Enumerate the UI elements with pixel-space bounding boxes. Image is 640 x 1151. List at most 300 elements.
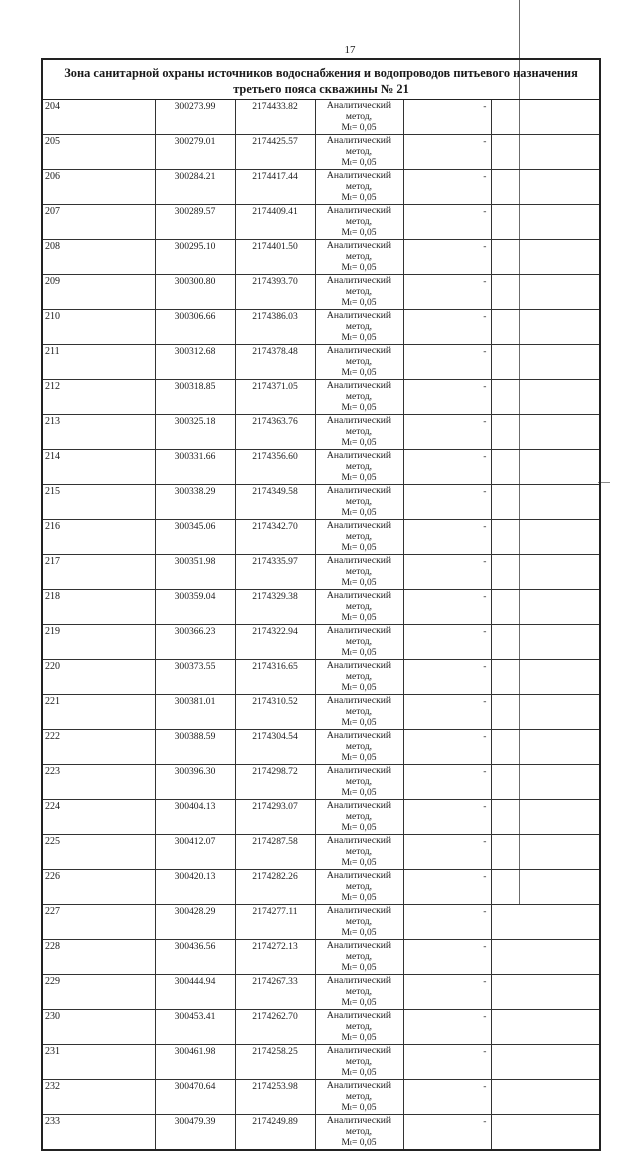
table-row (42, 870, 600, 905)
empty-cell (491, 835, 600, 870)
method-text: Аналитический метод, (326, 485, 392, 507)
value-cell: - (403, 940, 491, 975)
x-coordinate-cell: 300388.59 (155, 730, 235, 765)
y-coordinate-cell: 2174310.52 (235, 695, 315, 730)
point-number-cell: 229 (42, 975, 155, 1010)
point-number-cell: 216 (42, 520, 155, 555)
method-cell (315, 450, 403, 485)
precision-line: Mt= 0,05 (341, 507, 377, 518)
y-coordinate-cell: 2174401.50 (235, 240, 315, 275)
point-number-cell: 228 (42, 940, 155, 975)
y-coordinate-cell: 2174433.82 (235, 100, 315, 135)
precision-line: Mt= 0,05 (341, 857, 377, 868)
value-cell: - (403, 345, 491, 380)
method-text: Аналитический метод, (326, 1115, 392, 1137)
y-coordinate-cell: 2174282.26 (235, 870, 315, 905)
y-coordinate-cell: 2174378.48 (235, 345, 315, 380)
coordinates-table (41, 58, 601, 1151)
value-cell: - (403, 275, 491, 310)
point-number-cell: 212 (42, 380, 155, 415)
x-coordinate-cell: 300359.04 (155, 590, 235, 625)
precision-value: 0,05 (359, 962, 377, 973)
y-coordinate-cell: 2174349.58 (235, 485, 315, 520)
method-cell (315, 870, 403, 905)
method-cell (315, 275, 403, 310)
precision-value: 0,05 (359, 647, 377, 658)
value-cell: - (403, 765, 491, 800)
x-coordinate-cell: 300420.13 (155, 870, 235, 905)
empty-cell (491, 135, 600, 170)
table-row (42, 590, 600, 625)
method-text: Аналитический метод, (326, 135, 392, 157)
table-row (42, 660, 600, 695)
method-cell (315, 1080, 403, 1115)
x-coordinate-cell: 300461.98 (155, 1045, 235, 1080)
empty-cell (491, 170, 600, 205)
precision-value: 0,05 (359, 297, 377, 308)
method-text: Аналитический метод, (326, 520, 392, 542)
method-cell (315, 940, 403, 975)
y-coordinate-cell: 2174371.05 (235, 380, 315, 415)
method-cell (315, 695, 403, 730)
precision-line: Mt= 0,05 (341, 787, 377, 798)
point-number-cell: 204 (42, 100, 155, 135)
empty-cell (491, 590, 600, 625)
precision-value: 0,05 (359, 542, 377, 553)
value-cell: - (403, 625, 491, 660)
x-coordinate-cell: 300331.66 (155, 450, 235, 485)
precision-line: Mt= 0,05 (341, 962, 377, 973)
method-cell (315, 520, 403, 555)
empty-cell (491, 275, 600, 310)
value-cell: - (403, 590, 491, 625)
empty-cell (491, 485, 600, 520)
method-cell (315, 555, 403, 590)
value-cell: - (403, 555, 491, 590)
precision-line: Mt= 0,05 (341, 682, 377, 693)
empty-cell (491, 450, 600, 485)
method-cell (315, 800, 403, 835)
method-cell (315, 730, 403, 765)
precision-line: Mt= 0,05 (341, 892, 377, 903)
precision-line: Mt= 0,05 (341, 1067, 377, 1078)
x-coordinate-cell: 300312.68 (155, 345, 235, 380)
method-cell (315, 1010, 403, 1045)
precision-value: 0,05 (359, 892, 377, 903)
empty-cell (491, 870, 600, 905)
table-row (42, 275, 600, 310)
x-coordinate-cell: 300453.41 (155, 1010, 235, 1045)
x-coordinate-cell: 300284.21 (155, 170, 235, 205)
method-cell (315, 835, 403, 870)
method-text: Аналитический метод, (326, 765, 392, 787)
value-cell: - (403, 240, 491, 275)
empty-cell (491, 1010, 600, 1045)
method-text: Аналитический метод, (326, 450, 392, 472)
value-cell: - (403, 1115, 491, 1151)
method-text: Аналитический метод, (326, 275, 392, 297)
y-coordinate-cell: 2174393.70 (235, 275, 315, 310)
precision-value: 0,05 (359, 367, 377, 378)
method-cell (315, 345, 403, 380)
method-text: Аналитический метод, (326, 730, 392, 752)
point-number-cell: 230 (42, 1010, 155, 1045)
table-header-row (42, 59, 600, 100)
method-text: Аналитический метод, (326, 870, 392, 892)
point-number-cell: 217 (42, 555, 155, 590)
method-text: Аналитический метод, (326, 555, 392, 577)
point-number-cell: 210 (42, 310, 155, 345)
method-text: Аналитический метод, (326, 940, 392, 962)
precision-line: Mt= 0,05 (341, 997, 377, 1008)
y-coordinate-cell: 2174287.58 (235, 835, 315, 870)
point-number-cell: 232 (42, 1080, 155, 1115)
value-cell: - (403, 205, 491, 240)
x-coordinate-cell: 300338.29 (155, 485, 235, 520)
method-cell (315, 660, 403, 695)
precision-value: 0,05 (359, 332, 377, 343)
y-coordinate-cell: 2174409.41 (235, 205, 315, 240)
method-text: Аналитический метод, (326, 415, 392, 437)
y-coordinate-cell: 2174258.25 (235, 1045, 315, 1080)
value-cell: - (403, 310, 491, 345)
point-number-cell: 221 (42, 695, 155, 730)
y-coordinate-cell: 2174363.76 (235, 415, 315, 450)
precision-line: Mt= 0,05 (341, 332, 377, 343)
point-number-cell: 214 (42, 450, 155, 485)
empty-cell (491, 240, 600, 275)
precision-line: Mt= 0,05 (341, 437, 377, 448)
table-row (42, 940, 600, 975)
method-text: Аналитический метод, (326, 800, 392, 822)
method-cell (315, 205, 403, 240)
x-coordinate-cell: 300366.23 (155, 625, 235, 660)
value-cell: - (403, 1045, 491, 1080)
x-coordinate-cell: 300295.10 (155, 240, 235, 275)
empty-cell (491, 555, 600, 590)
y-coordinate-cell: 2174386.03 (235, 310, 315, 345)
precision-value: 0,05 (359, 437, 377, 448)
x-coordinate-cell: 300273.99 (155, 100, 235, 135)
table-row (42, 520, 600, 555)
table-row (42, 135, 600, 170)
value-cell: - (403, 1080, 491, 1115)
method-cell (315, 1045, 403, 1080)
table-body (42, 100, 600, 1151)
point-number-cell: 220 (42, 660, 155, 695)
value-cell: - (403, 170, 491, 205)
precision-line: Mt= 0,05 (341, 402, 377, 413)
precision-line: Mt= 0,05 (341, 472, 377, 483)
y-coordinate-cell: 2174425.57 (235, 135, 315, 170)
x-coordinate-cell: 300470.64 (155, 1080, 235, 1115)
page-number: 17 (344, 44, 356, 56)
value-cell: - (403, 100, 491, 135)
empty-cell (491, 975, 600, 1010)
x-coordinate-cell: 300444.94 (155, 975, 235, 1010)
x-coordinate-cell: 300279.01 (155, 135, 235, 170)
value-cell: - (403, 1010, 491, 1045)
precision-value: 0,05 (359, 507, 377, 518)
y-coordinate-cell: 2174417.44 (235, 170, 315, 205)
table-row (42, 415, 600, 450)
point-number-cell: 213 (42, 415, 155, 450)
y-coordinate-cell: 2174293.07 (235, 800, 315, 835)
method-text: Аналитический метод, (326, 1045, 392, 1067)
point-number-cell: 208 (42, 240, 155, 275)
y-coordinate-cell: 2174322.94 (235, 625, 315, 660)
x-coordinate-cell: 300436.56 (155, 940, 235, 975)
method-text: Аналитический метод, (326, 1010, 392, 1032)
table-row (42, 1010, 600, 1045)
table-row (42, 765, 600, 800)
precision-line: Mt= 0,05 (341, 122, 377, 133)
table-row (42, 905, 600, 940)
method-text: Аналитический метод, (326, 205, 392, 227)
value-cell: - (403, 380, 491, 415)
point-number-cell: 218 (42, 590, 155, 625)
x-coordinate-cell: 300318.85 (155, 380, 235, 415)
table-row (42, 1115, 600, 1151)
precision-value: 0,05 (359, 192, 377, 203)
method-cell (315, 1115, 403, 1151)
empty-cell (491, 1080, 600, 1115)
empty-cell (491, 730, 600, 765)
method-text: Аналитический метод, (326, 240, 392, 262)
table-header: Зона санитарной охраны источников водоснабжения и водопроводов питьевого назначения третьего пояса скважины № 21 (42, 59, 600, 100)
y-coordinate-cell: 2174277.11 (235, 905, 315, 940)
point-number-cell: 205 (42, 135, 155, 170)
point-number-cell: 207 (42, 205, 155, 240)
method-cell (315, 100, 403, 135)
y-coordinate-cell: 2174356.60 (235, 450, 315, 485)
method-cell (315, 765, 403, 800)
y-coordinate-cell: 2174298.72 (235, 765, 315, 800)
method-cell (315, 310, 403, 345)
precision-value: 0,05 (359, 1102, 377, 1113)
table-row (42, 625, 600, 660)
x-coordinate-cell: 300396.30 (155, 765, 235, 800)
method-text: Аналитический метод, (326, 100, 392, 122)
table-row (42, 835, 600, 870)
precision-value: 0,05 (359, 822, 377, 833)
precision-value: 0,05 (359, 472, 377, 483)
value-cell: - (403, 905, 491, 940)
precision-value: 0,05 (359, 787, 377, 798)
precision-line: Mt= 0,05 (341, 612, 377, 623)
method-cell (315, 240, 403, 275)
y-coordinate-cell: 2174272.13 (235, 940, 315, 975)
precision-line: Mt= 0,05 (341, 752, 377, 763)
point-number-cell: 222 (42, 730, 155, 765)
precision-line: Mt= 0,05 (341, 157, 377, 168)
method-text: Аналитический метод, (326, 695, 392, 717)
method-text: Аналитический метод, (326, 835, 392, 857)
precision-line: Mt= 0,05 (341, 227, 377, 238)
value-cell: - (403, 730, 491, 765)
precision-line: Mt= 0,05 (341, 297, 377, 308)
point-number-cell: 226 (42, 870, 155, 905)
precision-value: 0,05 (359, 612, 377, 623)
empty-cell (491, 695, 600, 730)
precision-line: Mt= 0,05 (341, 262, 377, 273)
precision-value: 0,05 (359, 227, 377, 238)
table-row (42, 695, 600, 730)
method-text: Аналитический метод, (326, 345, 392, 367)
precision-value: 0,05 (359, 682, 377, 693)
method-text: Аналитический метод, (326, 1080, 392, 1102)
x-coordinate-cell: 300381.01 (155, 695, 235, 730)
empty-cell (491, 940, 600, 975)
x-coordinate-cell: 300325.18 (155, 415, 235, 450)
table-row (42, 240, 600, 275)
point-number-cell: 206 (42, 170, 155, 205)
precision-value: 0,05 (359, 752, 377, 763)
x-coordinate-cell: 300289.57 (155, 205, 235, 240)
table-row (42, 1080, 600, 1115)
table-row (42, 380, 600, 415)
method-cell (315, 415, 403, 450)
table-row (42, 730, 600, 765)
method-text: Аналитический метод, (326, 905, 392, 927)
x-coordinate-cell: 300345.06 (155, 520, 235, 555)
method-cell (315, 135, 403, 170)
value-cell: - (403, 415, 491, 450)
point-number-cell: 227 (42, 905, 155, 940)
method-text: Аналитический метод, (326, 660, 392, 682)
precision-value: 0,05 (359, 122, 377, 133)
x-coordinate-cell: 300479.39 (155, 1115, 235, 1151)
empty-cell (491, 310, 600, 345)
method-cell (315, 625, 403, 660)
empty-cell (491, 1115, 600, 1151)
y-coordinate-cell: 2174262.70 (235, 1010, 315, 1045)
table-row (42, 345, 600, 380)
y-coordinate-cell: 2174304.54 (235, 730, 315, 765)
empty-cell (491, 765, 600, 800)
point-number-cell: 219 (42, 625, 155, 660)
table-row (42, 310, 600, 345)
x-coordinate-cell: 300351.98 (155, 555, 235, 590)
empty-cell (491, 415, 600, 450)
value-cell: - (403, 485, 491, 520)
precision-line: Mt= 0,05 (341, 577, 377, 588)
table-row (42, 170, 600, 205)
table-row (42, 205, 600, 240)
precision-value: 0,05 (359, 1137, 377, 1148)
table-row (42, 555, 600, 590)
point-number-cell: 233 (42, 1115, 155, 1151)
precision-line: Mt= 0,05 (341, 822, 377, 833)
precision-line: Mt= 0,05 (341, 717, 377, 728)
empty-cell (491, 345, 600, 380)
precision-value: 0,05 (359, 1067, 377, 1078)
point-number-cell: 211 (42, 345, 155, 380)
point-number-cell: 215 (42, 485, 155, 520)
point-number-cell: 225 (42, 835, 155, 870)
y-coordinate-cell: 2174267.33 (235, 975, 315, 1010)
table-row (42, 485, 600, 520)
empty-cell (491, 380, 600, 415)
x-coordinate-cell: 300306.66 (155, 310, 235, 345)
empty-cell (491, 520, 600, 555)
precision-value: 0,05 (359, 402, 377, 413)
point-number-cell: 223 (42, 765, 155, 800)
method-text: Аналитический метод, (326, 310, 392, 332)
precision-value: 0,05 (359, 927, 377, 938)
point-number-cell: 209 (42, 275, 155, 310)
point-number-cell: 231 (42, 1045, 155, 1080)
x-coordinate-cell: 300404.13 (155, 800, 235, 835)
precision-value: 0,05 (359, 857, 377, 868)
precision-line: Mt= 0,05 (341, 367, 377, 378)
table-row (42, 800, 600, 835)
value-cell: - (403, 695, 491, 730)
y-coordinate-cell: 2174249.89 (235, 1115, 315, 1151)
precision-line: Mt= 0,05 (341, 647, 377, 658)
y-coordinate-cell: 2174342.70 (235, 520, 315, 555)
table-row (42, 1045, 600, 1080)
method-text: Аналитический метод, (326, 170, 392, 192)
table-row (42, 450, 600, 485)
precision-line: Mt= 0,05 (341, 1137, 377, 1148)
method-text: Аналитический метод, (326, 380, 392, 402)
value-cell: - (403, 520, 491, 555)
method-cell (315, 975, 403, 1010)
precision-value: 0,05 (359, 1032, 377, 1043)
value-cell: - (403, 975, 491, 1010)
precision-line: Mt= 0,05 (341, 927, 377, 938)
precision-value: 0,05 (359, 157, 377, 168)
method-text: Аналитический метод, (326, 590, 392, 612)
empty-cell (491, 660, 600, 695)
precision-value: 0,05 (359, 997, 377, 1008)
x-coordinate-cell: 300300.80 (155, 275, 235, 310)
y-coordinate-cell: 2174253.98 (235, 1080, 315, 1115)
precision-line: Mt= 0,05 (341, 1102, 377, 1113)
precision-value: 0,05 (359, 577, 377, 588)
table-row (42, 100, 600, 135)
precision-value: 0,05 (359, 717, 377, 728)
x-coordinate-cell: 300428.29 (155, 905, 235, 940)
method-cell (315, 905, 403, 940)
precision-value: 0,05 (359, 262, 377, 273)
precision-line: Mt= 0,05 (341, 542, 377, 553)
value-cell: - (403, 450, 491, 485)
empty-cell (491, 905, 600, 940)
x-coordinate-cell: 300373.55 (155, 660, 235, 695)
empty-cell (491, 205, 600, 240)
method-cell (315, 170, 403, 205)
precision-line: Mt= 0,05 (341, 192, 377, 203)
method-cell (315, 590, 403, 625)
precision-line: Mt= 0,05 (341, 1032, 377, 1043)
method-text: Аналитический метод, (326, 975, 392, 997)
value-cell: - (403, 870, 491, 905)
method-cell (315, 485, 403, 520)
empty-cell (491, 625, 600, 660)
empty-cell (491, 1045, 600, 1080)
value-cell: - (403, 660, 491, 695)
method-cell (315, 380, 403, 415)
y-coordinate-cell: 2174329.38 (235, 590, 315, 625)
empty-cell (491, 100, 600, 135)
y-coordinate-cell: 2174316.65 (235, 660, 315, 695)
empty-cell (491, 800, 600, 835)
point-number-cell: 224 (42, 800, 155, 835)
y-coordinate-cell: 2174335.97 (235, 555, 315, 590)
value-cell: - (403, 135, 491, 170)
